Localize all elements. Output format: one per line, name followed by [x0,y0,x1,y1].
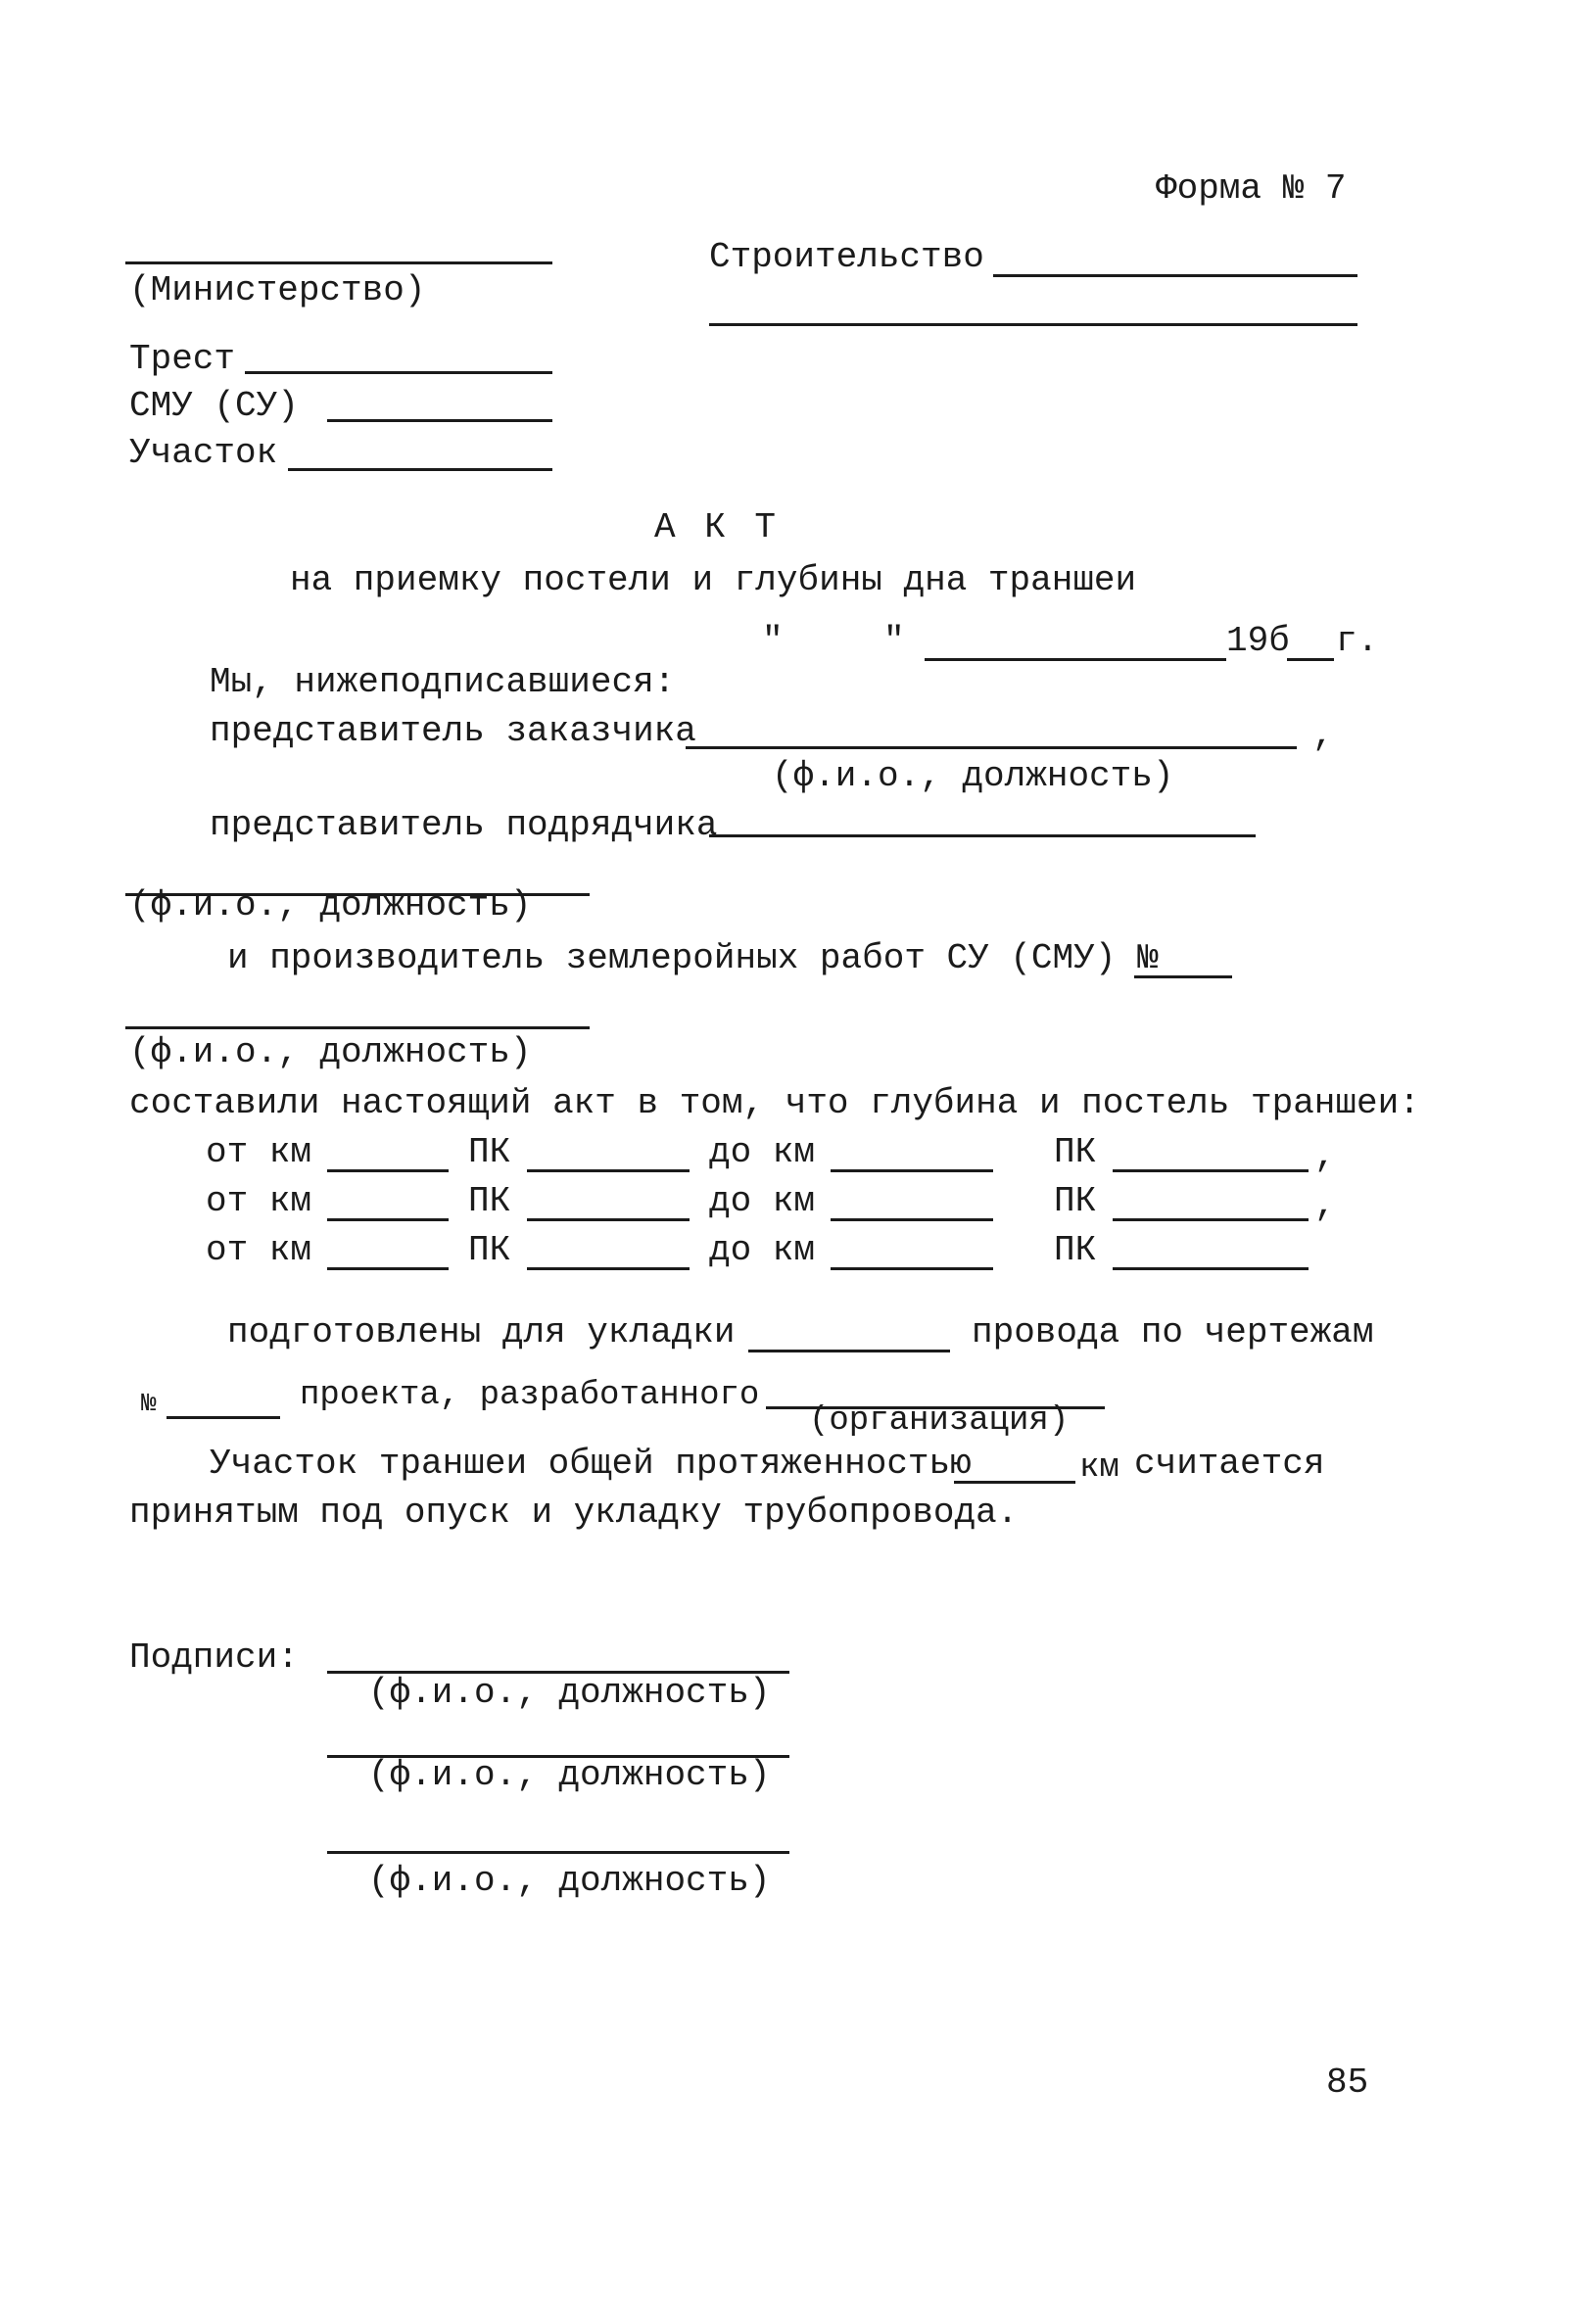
section-field[interactable] [288,468,552,471]
signature-caption: (ф.и.о., должность) [368,1861,771,1901]
pk-end-label: ПК [1054,1230,1097,1270]
from-km-label: от км [206,1132,312,1172]
earthworks-fio-caption: (ф.и.о., должность) [129,1032,532,1072]
pk-end-label: ПК [1054,1132,1097,1172]
pk-end-field[interactable] [1113,1218,1309,1221]
row-end-mark: , [1314,1185,1336,1225]
pipe-type-field[interactable] [748,1350,950,1352]
from-km-label: от км [206,1181,312,1221]
document-subtitle: на приемку постели и глубины дна траншеи [290,560,1137,600]
earthworks-label: и производитель землеройных работ СУ (СМУ) № [227,938,1159,978]
by-drawings-label: провода по чертежам [972,1312,1374,1352]
ministry-field[interactable] [125,261,552,264]
to-km-field[interactable] [831,1267,993,1270]
pk-end-field[interactable] [1113,1267,1309,1270]
smu-field[interactable] [327,419,552,422]
earthworks-number-field[interactable] [1134,975,1232,978]
to-km-field[interactable] [831,1169,993,1172]
from-km-field[interactable] [327,1267,449,1270]
section-total-pre: Участок траншеи общей протяженностью [210,1444,972,1484]
to-km-field[interactable] [831,1218,993,1221]
trust-label: Трест [129,339,236,379]
signature-caption: (ф.и.о., должность) [368,1673,771,1713]
from-km-field[interactable] [327,1218,449,1221]
pk-field[interactable] [527,1218,690,1221]
section-total-post: считается [1134,1444,1325,1484]
customer-rep-label: представитель заказчика [210,711,696,751]
pk-field[interactable] [527,1169,690,1172]
pk-end-field[interactable] [1113,1169,1309,1172]
pk-field[interactable] [527,1267,690,1270]
smu-label: СМУ (СУ) [129,386,299,426]
to-km-label: до км [709,1181,816,1221]
signatures-label: Подписи: [129,1637,299,1678]
accepted-text: принятым под опуск и укладку трубопровода. [129,1493,1019,1533]
earthworks-fio-field[interactable] [125,1026,590,1029]
statement-text: составили настоящий акт в том, что глубина и постель траншеи: [129,1083,1420,1123]
document-title: А К Т [654,507,781,547]
contractor-fio-caption: (ф.и.о., должность) [129,885,532,925]
pk-label: ПК [468,1132,511,1172]
pk-end-label: ПК [1054,1181,1097,1221]
pk-label: ПК [468,1181,511,1221]
ministry-caption: (Министерство) [129,270,426,310]
prepared-label: подготовлены для укладки [227,1312,736,1352]
date-month-field[interactable] [925,658,1226,661]
date-year-prefix: 19б [1226,621,1290,661]
date-year-suffix: г. [1336,621,1379,661]
signature-caption: (ф.и.о., должность) [368,1755,771,1795]
signature-line[interactable] [327,1851,789,1854]
organization-caption: (организация) [809,1402,1070,1440]
trust-field[interactable] [245,371,552,374]
date-quote-close: " [883,621,905,661]
length-field[interactable] [954,1481,1075,1484]
pk-label: ПК [468,1230,511,1270]
from-km-label: от км [206,1230,312,1270]
customer-rep-comma: , [1312,715,1334,755]
section-label: Участок [129,433,278,473]
page-number: 85 [1326,2063,1369,2103]
to-km-label: до км [709,1132,816,1172]
form-number: Форма № 7 [1156,168,1347,209]
km-unit: км [1079,1449,1119,1487]
row-end-mark: , [1314,1136,1336,1176]
drawing-number-field[interactable] [167,1416,280,1419]
construction-field[interactable] [993,274,1357,277]
contractor-rep-field[interactable] [709,834,1256,837]
construction-field-line2[interactable] [709,323,1357,326]
date-quote-open: " [762,621,784,661]
customer-rep-field[interactable] [686,746,1297,749]
date-year-field[interactable] [1287,658,1334,661]
contractor-rep-label: представитель подрядчика [210,805,718,845]
project-label: проекта, разработанного [300,1377,760,1414]
number-sign: № [141,1389,157,1418]
construction-label: Строительство [709,237,984,277]
to-km-label: до км [709,1230,816,1270]
from-km-field[interactable] [327,1169,449,1172]
customer-rep-caption: (ф.и.о., должность) [772,756,1174,796]
intro-text: Мы, нижеподписавшиеся: [210,662,676,702]
